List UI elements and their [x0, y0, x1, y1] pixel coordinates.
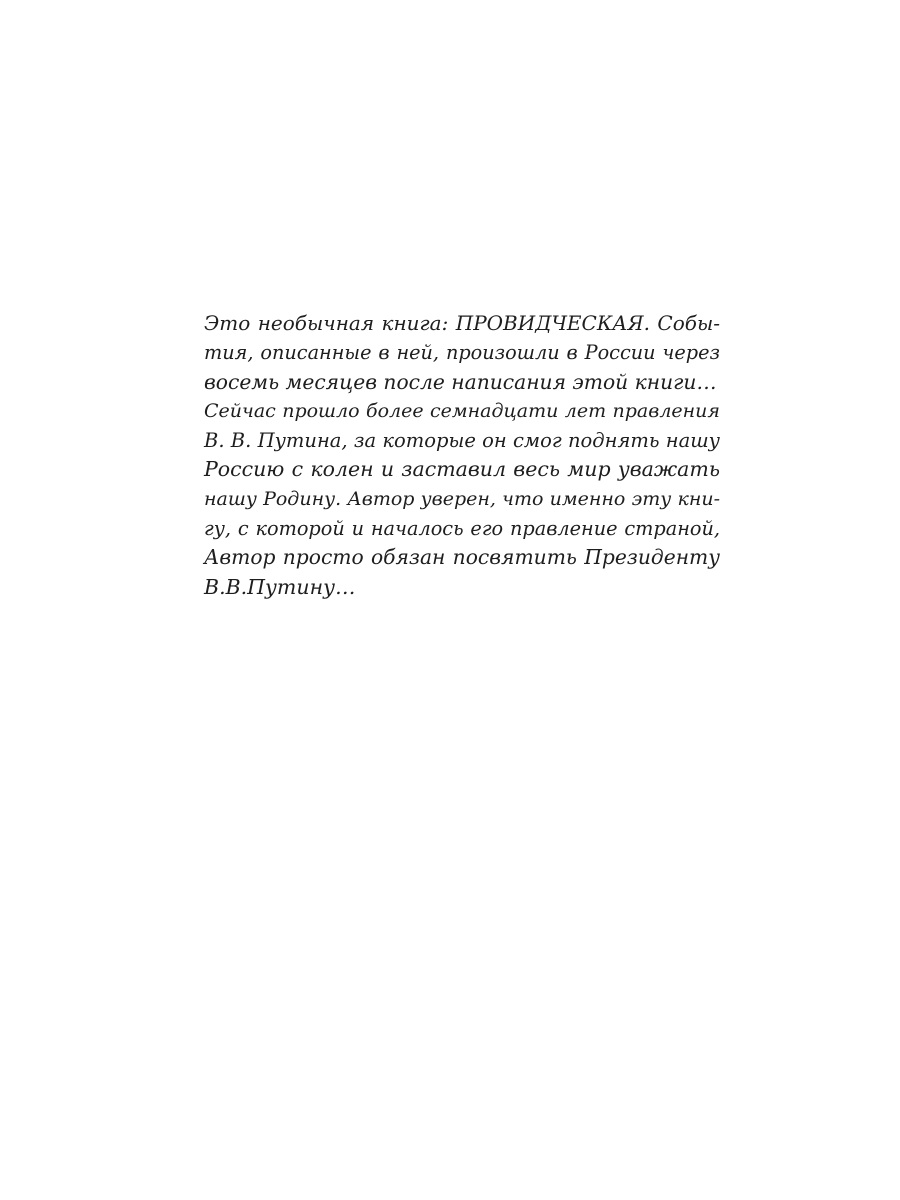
dedication-paragraph: [204, 309, 720, 602]
dedication-line-8: гу, с которой и началось его правление страной,: [204, 517, 720, 541]
dedication-line-4: Сейчас прошло более семнадцати лет правления: [204, 399, 720, 422]
dedication-line-6: Россию с колен и заставил весь мир уважать: [204, 457, 720, 482]
dedication-line-7: нашу Родину. Автор уверен, что именно эту кни-: [204, 487, 720, 510]
dedication-line-10: В.В.Путину…: [204, 574, 356, 599]
dedication-line-2: тия, описанные в ней, произошли в России через: [204, 341, 720, 365]
dedication-line-5: В. В. Путина, за которые он смог поднять нашу: [204, 429, 720, 453]
dedication-line-1: Это необычная книга: ПРОВИДЧЕСКАЯ. Собы-: [204, 311, 720, 335]
dedication-line-9: Автор просто обязан посвятить Президенту: [204, 545, 720, 570]
dedication-line-3: восемь месяцев после написания этой книги…: [204, 369, 717, 394]
